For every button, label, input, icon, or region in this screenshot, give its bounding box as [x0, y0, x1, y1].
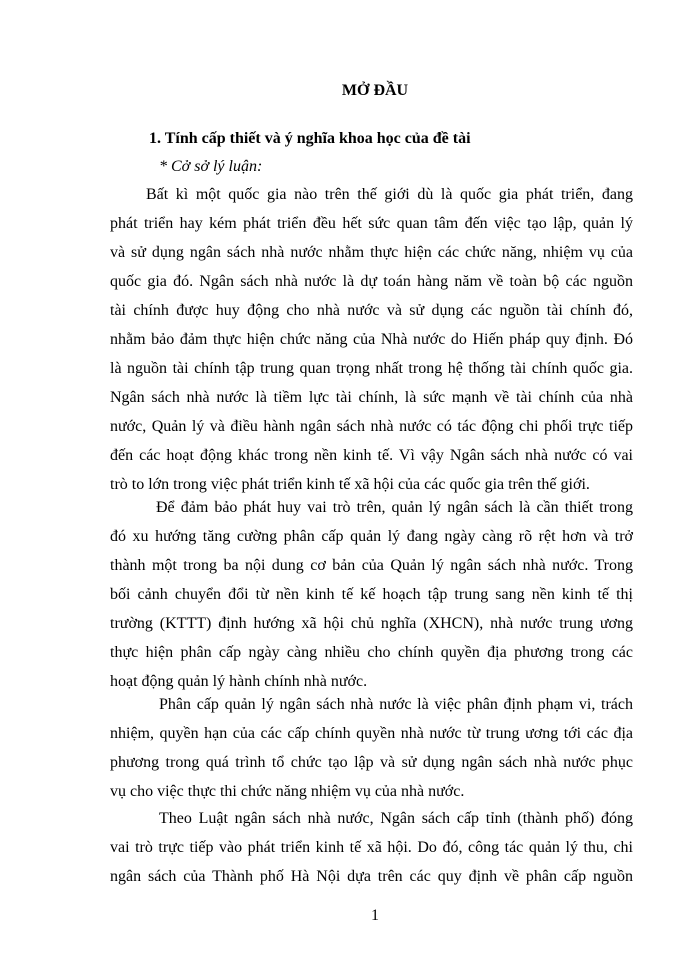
text-line: là nguồn tài chính tập trung quan trọng nhất trong hệ thống tài chính quốc gia. [110, 360, 633, 377]
text-line: hoạt động quản lý hành chính nhà nước. [110, 673, 368, 690]
page-title: MỞ ĐẦU [341, 82, 409, 99]
text-line: bối cảnh chuyển đổi từ nền kinh tế kế hoạch tập trung sang nền kinh tế thị [110, 586, 633, 603]
text-line: Bất kì một quốc gia nào trên thế giới dù là quốc gia phát triển, đang [146, 186, 633, 203]
text-line: Phân cấp quản lý ngân sách nhà nước là việc phân định phạm vi, trách [159, 696, 633, 713]
subheading: * Cở sở lý luận: [159, 158, 263, 175]
text-line: trò to lớn trong việc phát triển kinh tế xã hội của các quốc gia trên thế giới. [110, 476, 590, 493]
text-line: quốc gia đó. Ngân sách nhà nước là dự toán hàng năm về toàn bộ các nguồn [110, 273, 633, 290]
text-line: Theo Luật ngân sách nhà nước, Ngân sách cấp tỉnh (thành phố) đóng [159, 810, 633, 827]
text-line: phát triển hay kém phát triển đều hết sức quan tâm đến việc tạo lập, quản lý [110, 215, 633, 232]
text-line: đó xu hướng tăng cường phân cấp quản lý đang ngày càng rõ rệt hơn và trở [110, 528, 633, 545]
text-line: vụ cho việc thực thi chức năng nhiệm vụ của nhà nước. [110, 783, 465, 800]
text-line: nhiệm, quyền hạn của các cấp chính quyền nhà nước từ trung ương tới các địa [110, 725, 633, 742]
text-line: Để đảm bảo phát huy vai trò trên, quản lý ngân sách là cần thiết trong [156, 499, 633, 516]
paragraph-2 [110, 493, 633, 696]
page-number: 1 [371, 907, 379, 924]
section-heading: 1. Tính cấp thiết và ý nghĩa khoa học của đề tài [149, 130, 471, 147]
text-line: nhằm bảo đảm thực hiện chức năng của Nhà nước do Hiến pháp quy định. Đó [110, 331, 633, 348]
text-line: đến các hoạt động khác trong nền kinh tế. Vì vậy Ngân sách nhà nước có vai [110, 447, 633, 464]
paragraph-3 [110, 690, 633, 806]
text-line: ngân sách của Thành phố Hà Nội dựa trên các quy định về phân cấp nguồn [110, 868, 633, 885]
text-line: thành một trong ba nội dung cơ bản của Quản lý ngân sách nhà nước. Trong [110, 557, 633, 574]
paragraph-4 [110, 804, 633, 891]
text-line: vai trò trực tiếp vào phát triển kinh tế xã hội. Do đó, công tác quản lý thu, chi [110, 839, 633, 856]
paragraph-1 [110, 180, 633, 499]
text-line: phương trong quá trình tổ chức tạo lập và sử dụng ngân sách nhà nước phục [110, 754, 633, 771]
text-line: nước, Quản lý và điều hành ngân sách nhà nước có tác động chi phối trực tiếp [110, 418, 633, 435]
text-line: Ngân sách nhà nước là tiềm lực tài chính, là sức mạnh về tài chính của nhà [110, 389, 633, 406]
text-line: trường (KTTT) định hướng xã hội chủ nghĩa (XHCN), nhà nước trung ương [110, 615, 633, 632]
text-line: tài chính được huy động cho nhà nước và sử dụng các nguồn tài chính đó, [110, 302, 633, 319]
text-line: thực hiện phân cấp ngày càng nhiều cho chính quyền địa phương trong các [110, 644, 633, 661]
text-line: và sử dụng ngân sách nhà nước nhằm thực hiện các chức năng, nhiệm vụ của [110, 244, 633, 261]
